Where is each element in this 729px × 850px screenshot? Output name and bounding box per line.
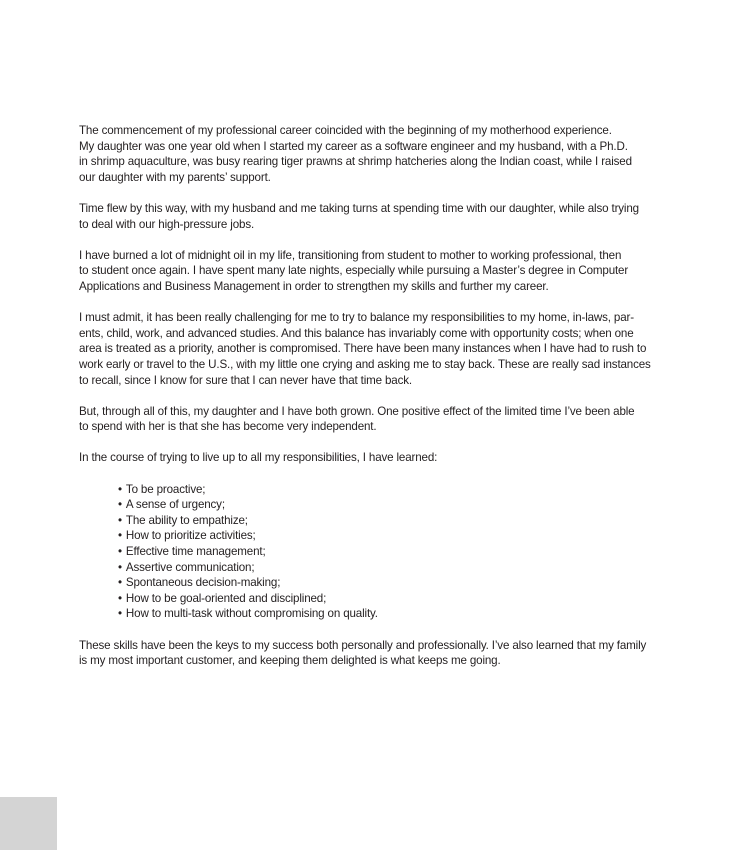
text-line: is my most important customer, and keeping them delighted is what keeps me going. [79,654,501,668]
list-item: • How to be goal-oriented and disciplined; [118,591,679,607]
list-item: • Spontaneous decision-making; [118,575,679,591]
text-line: My daughter was one year old when I started my career as a software engineer and my husband, with a Ph.D. [79,139,628,153]
text-line: Time flew by this way, with my husband and me taking turns at spending time with our daughter, while also trying [79,201,639,215]
text-line: In the course of trying to live up to all my responsibilities, I have learned: [79,451,438,465]
list-item: • A sense of urgency; [118,497,679,513]
text-line: I must admit, it has been really challenging for me to try to balance my responsibilities to my home, in-laws, par- [79,311,634,325]
text-line: to student once again. I have spent many late nights, especially while pursuing a Master’s degree in Computer [79,264,629,278]
text-line: in shrimp aquaculture, was busy rearing tiger prawns at shrimp hatcheries along the Indian coast, while I raised [79,155,632,169]
list-item: • Effective time management; [118,544,679,560]
text-line: The commencement of my professional career coincided with the beginning of my motherhood experience. [79,124,612,137]
text-line: to recall, since I know for sure that I can never have that time back. [79,373,412,387]
page-body [79,123,679,684]
list-item: • How to prioritize activities; [118,528,679,544]
text-line: to spend with her is that she has become very independent. [79,420,377,434]
paragraph-career-start [79,123,679,185]
page-corner-tab [0,797,57,850]
paragraph-midnight-oil [79,248,679,295]
text-line: area is treated as a priority, another is compromised. There have been many instances when I have had to rush to [79,342,647,356]
text-line: work early or travel to the U.S., with my little one crying and asking me to stay back. These are really sad instances [79,357,651,371]
text-line: to deal with our high-pressure jobs. [79,217,255,231]
paragraph-time-flew [79,201,679,232]
learned-list [79,482,679,622]
list-item: • Assertive communication; [118,560,679,576]
list-item: • How to multi-task without compromising on quality. [118,606,679,622]
text-line: our daughter with my parents’ support. [79,170,271,184]
paragraph-learned-intro [79,450,679,466]
list-item: • To be proactive; [118,482,679,498]
paragraph-closing [79,638,679,669]
list-item: • The ability to empathize; [118,513,679,529]
paragraph-balance [79,310,679,388]
text-line: But, through all of this, my daughter and I have both grown. One positive effect of the limited time I’ve been able [79,404,635,418]
paragraph-grown [79,404,679,435]
text-line: Applications and Business Management in order to strengthen my skills and further my career. [79,279,549,293]
text-line: ents, child, work, and advanced studies. And this balance has invariably come with opportunity costs; when one [79,326,634,340]
text-line: These skills have been the keys to my success both personally and professionally. I’ve also learned that my family [79,638,647,652]
text-line: I have burned a lot of midnight oil in my life, transitioning from student to mother to working professional, then [79,248,622,262]
